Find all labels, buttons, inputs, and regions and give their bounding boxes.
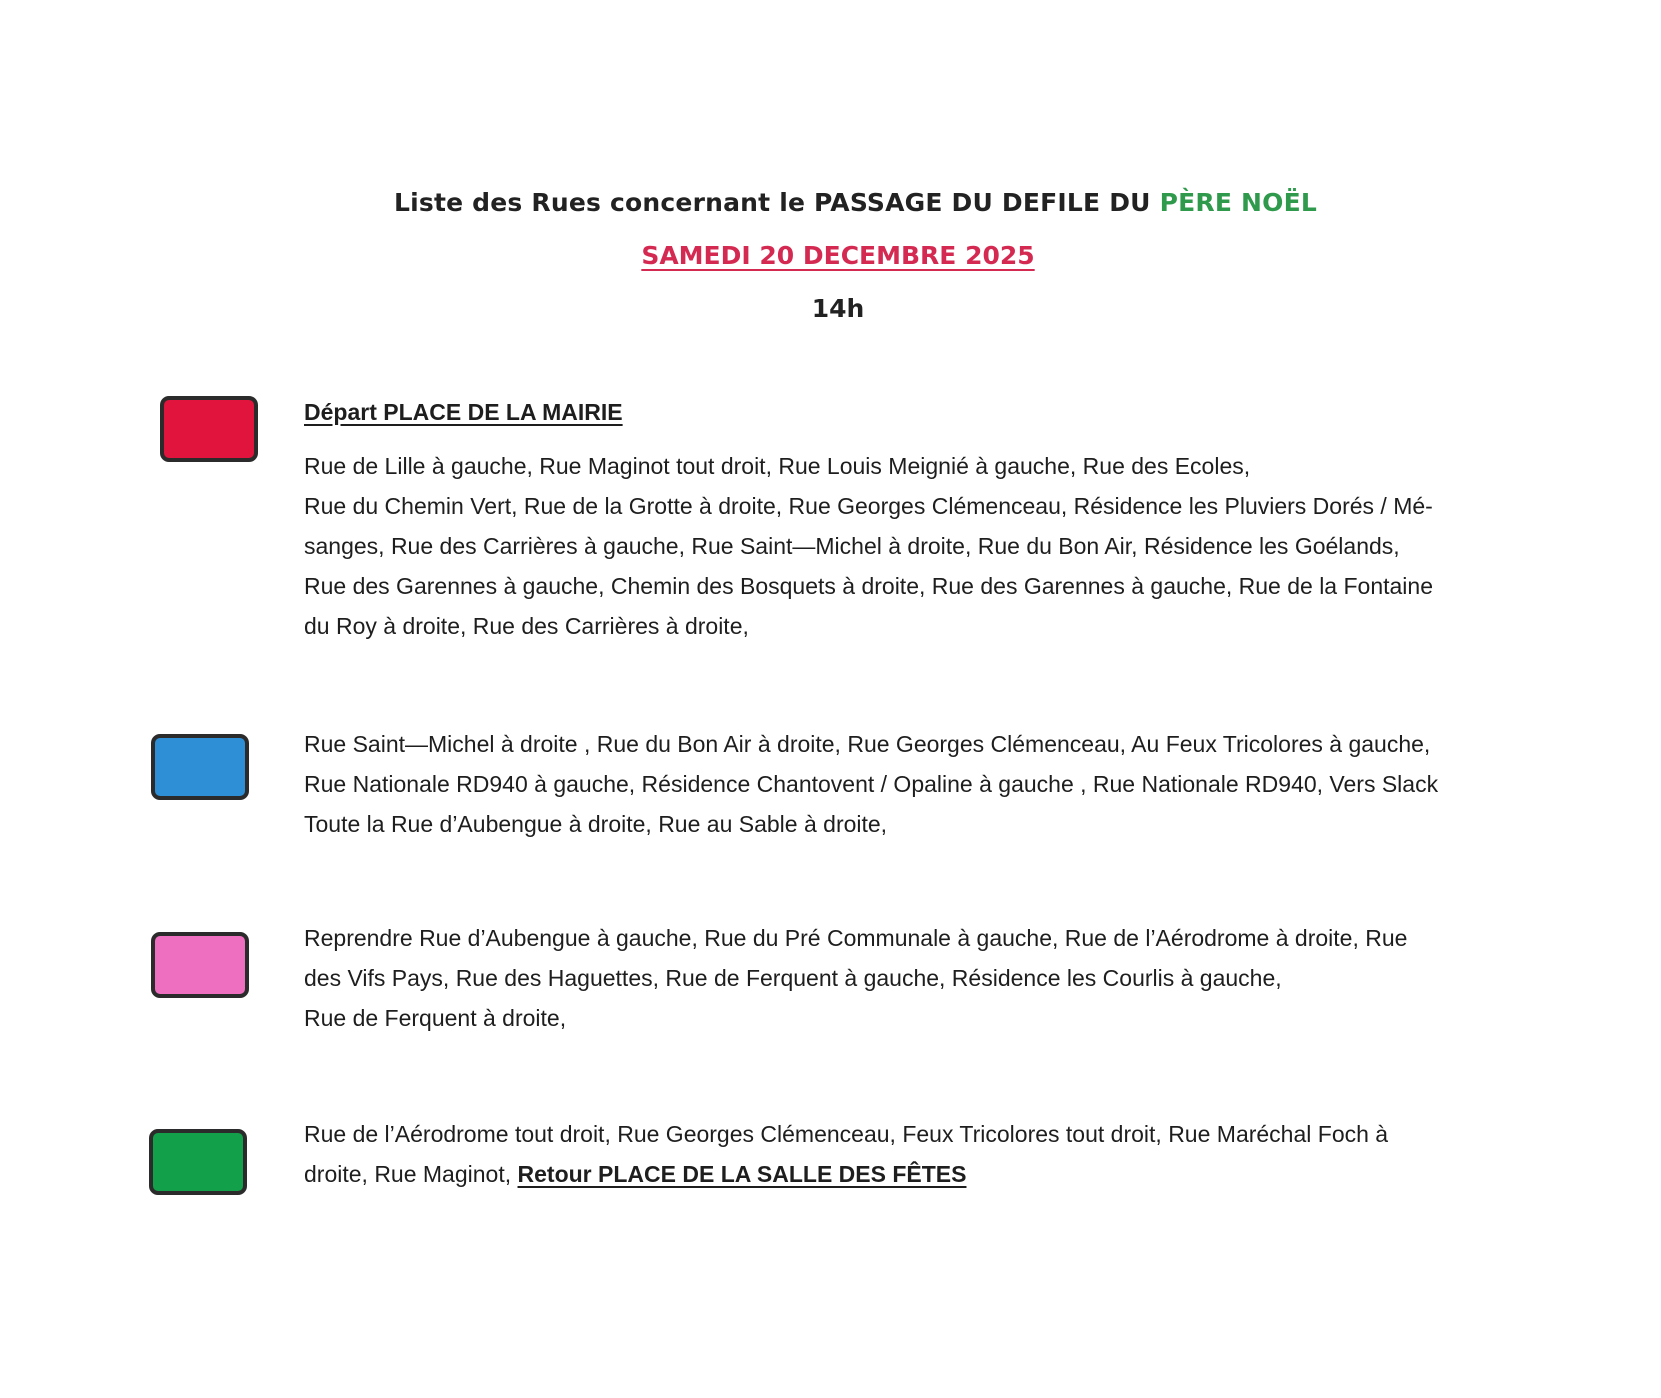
pink-line-1: Reprendre Rue d’Aubengue à gauche, Rue du Pré Communale à gauche, Rue de l’Aérodrome à droite, Rue (304, 925, 1408, 951)
blue-line-1: Rue Saint—Michel à droite , Rue du Bon Air à droite, Rue Georges Clémenceau, Au Feux Tricolores à gauche, (304, 731, 1431, 757)
red-line-5: du Roy à droite, Rue des Carrières à droite, (304, 613, 749, 639)
depart-label (304, 392, 1544, 432)
red-route-section (304, 392, 1544, 646)
red-route-swatch (160, 396, 258, 462)
title-prefix: Liste des Rues concernant le PASSAGE DU DEFILE DU (393, 188, 1160, 217)
green-route-swatch (149, 1129, 247, 1195)
title-highlight: PÈRE NOËL (1159, 188, 1318, 217)
depart-label-text: Départ PLACE DE LA MAIRIE (304, 399, 623, 425)
red-line-2: Rue du Chemin Vert, Rue de la Grotte à droite, Rue Georges Clémenceau, Résidence les Pluviers Dorés / Mé- (304, 493, 1433, 519)
red-line-4: Rue des Garennes à gauche, Chemin des Bosquets à droite, Rue des Garennes à gauche, Rue de la Fontaine (304, 573, 1433, 599)
blue-line-2: Rue Nationale RD940 à gauche, Résidence Chantovent / Opaline à gauche , Rue Nationale RD940, Vers Slack (304, 771, 1439, 797)
green-route-section (304, 1114, 1544, 1194)
retour-label: Retour PLACE DE LA SALLE DES FÊTES (517, 1161, 967, 1187)
pink-route-swatch (151, 932, 249, 998)
pink-line-3: Rue de Ferquent à droite, (304, 1005, 567, 1031)
red-line-3: sanges, Rue des Carrières à gauche, Rue Saint—Michel à droite, Rue du Bon Air, Résidence les Goélands, (304, 533, 1400, 559)
page-title (0, 188, 1661, 217)
blue-route-swatch (151, 734, 249, 800)
pink-route-section (304, 918, 1544, 1038)
event-time: 14h (811, 294, 865, 323)
blue-route-section (304, 724, 1544, 844)
green-line-2-prefix: droite, Rue Maginot, (304, 1161, 518, 1187)
green-line-1: Rue de l’Aérodrome tout droit, Rue Georges Clémenceau, Feux Tricolores tout droit, Rue Maréchal Foch à (304, 1121, 1389, 1147)
event-date (0, 241, 1661, 270)
event-date-text: SAMEDI 20 DECEMBRE 2025 (641, 241, 1035, 270)
blue-line-3: Toute la Rue d’Aubengue à droite, Rue au Sable à droite, (304, 811, 888, 837)
green-line-2 (304, 1154, 1544, 1194)
pink-line-2: des Vifs Pays, Rue des Haguettes, Rue de Ferquent à gauche, Résidence les Courlis à gauche, (304, 965, 1282, 991)
red-line-1: Rue de Lille à gauche, Rue Maginot tout droit, Rue Louis Meignié à gauche, Rue des Ecoles, (304, 453, 1251, 479)
